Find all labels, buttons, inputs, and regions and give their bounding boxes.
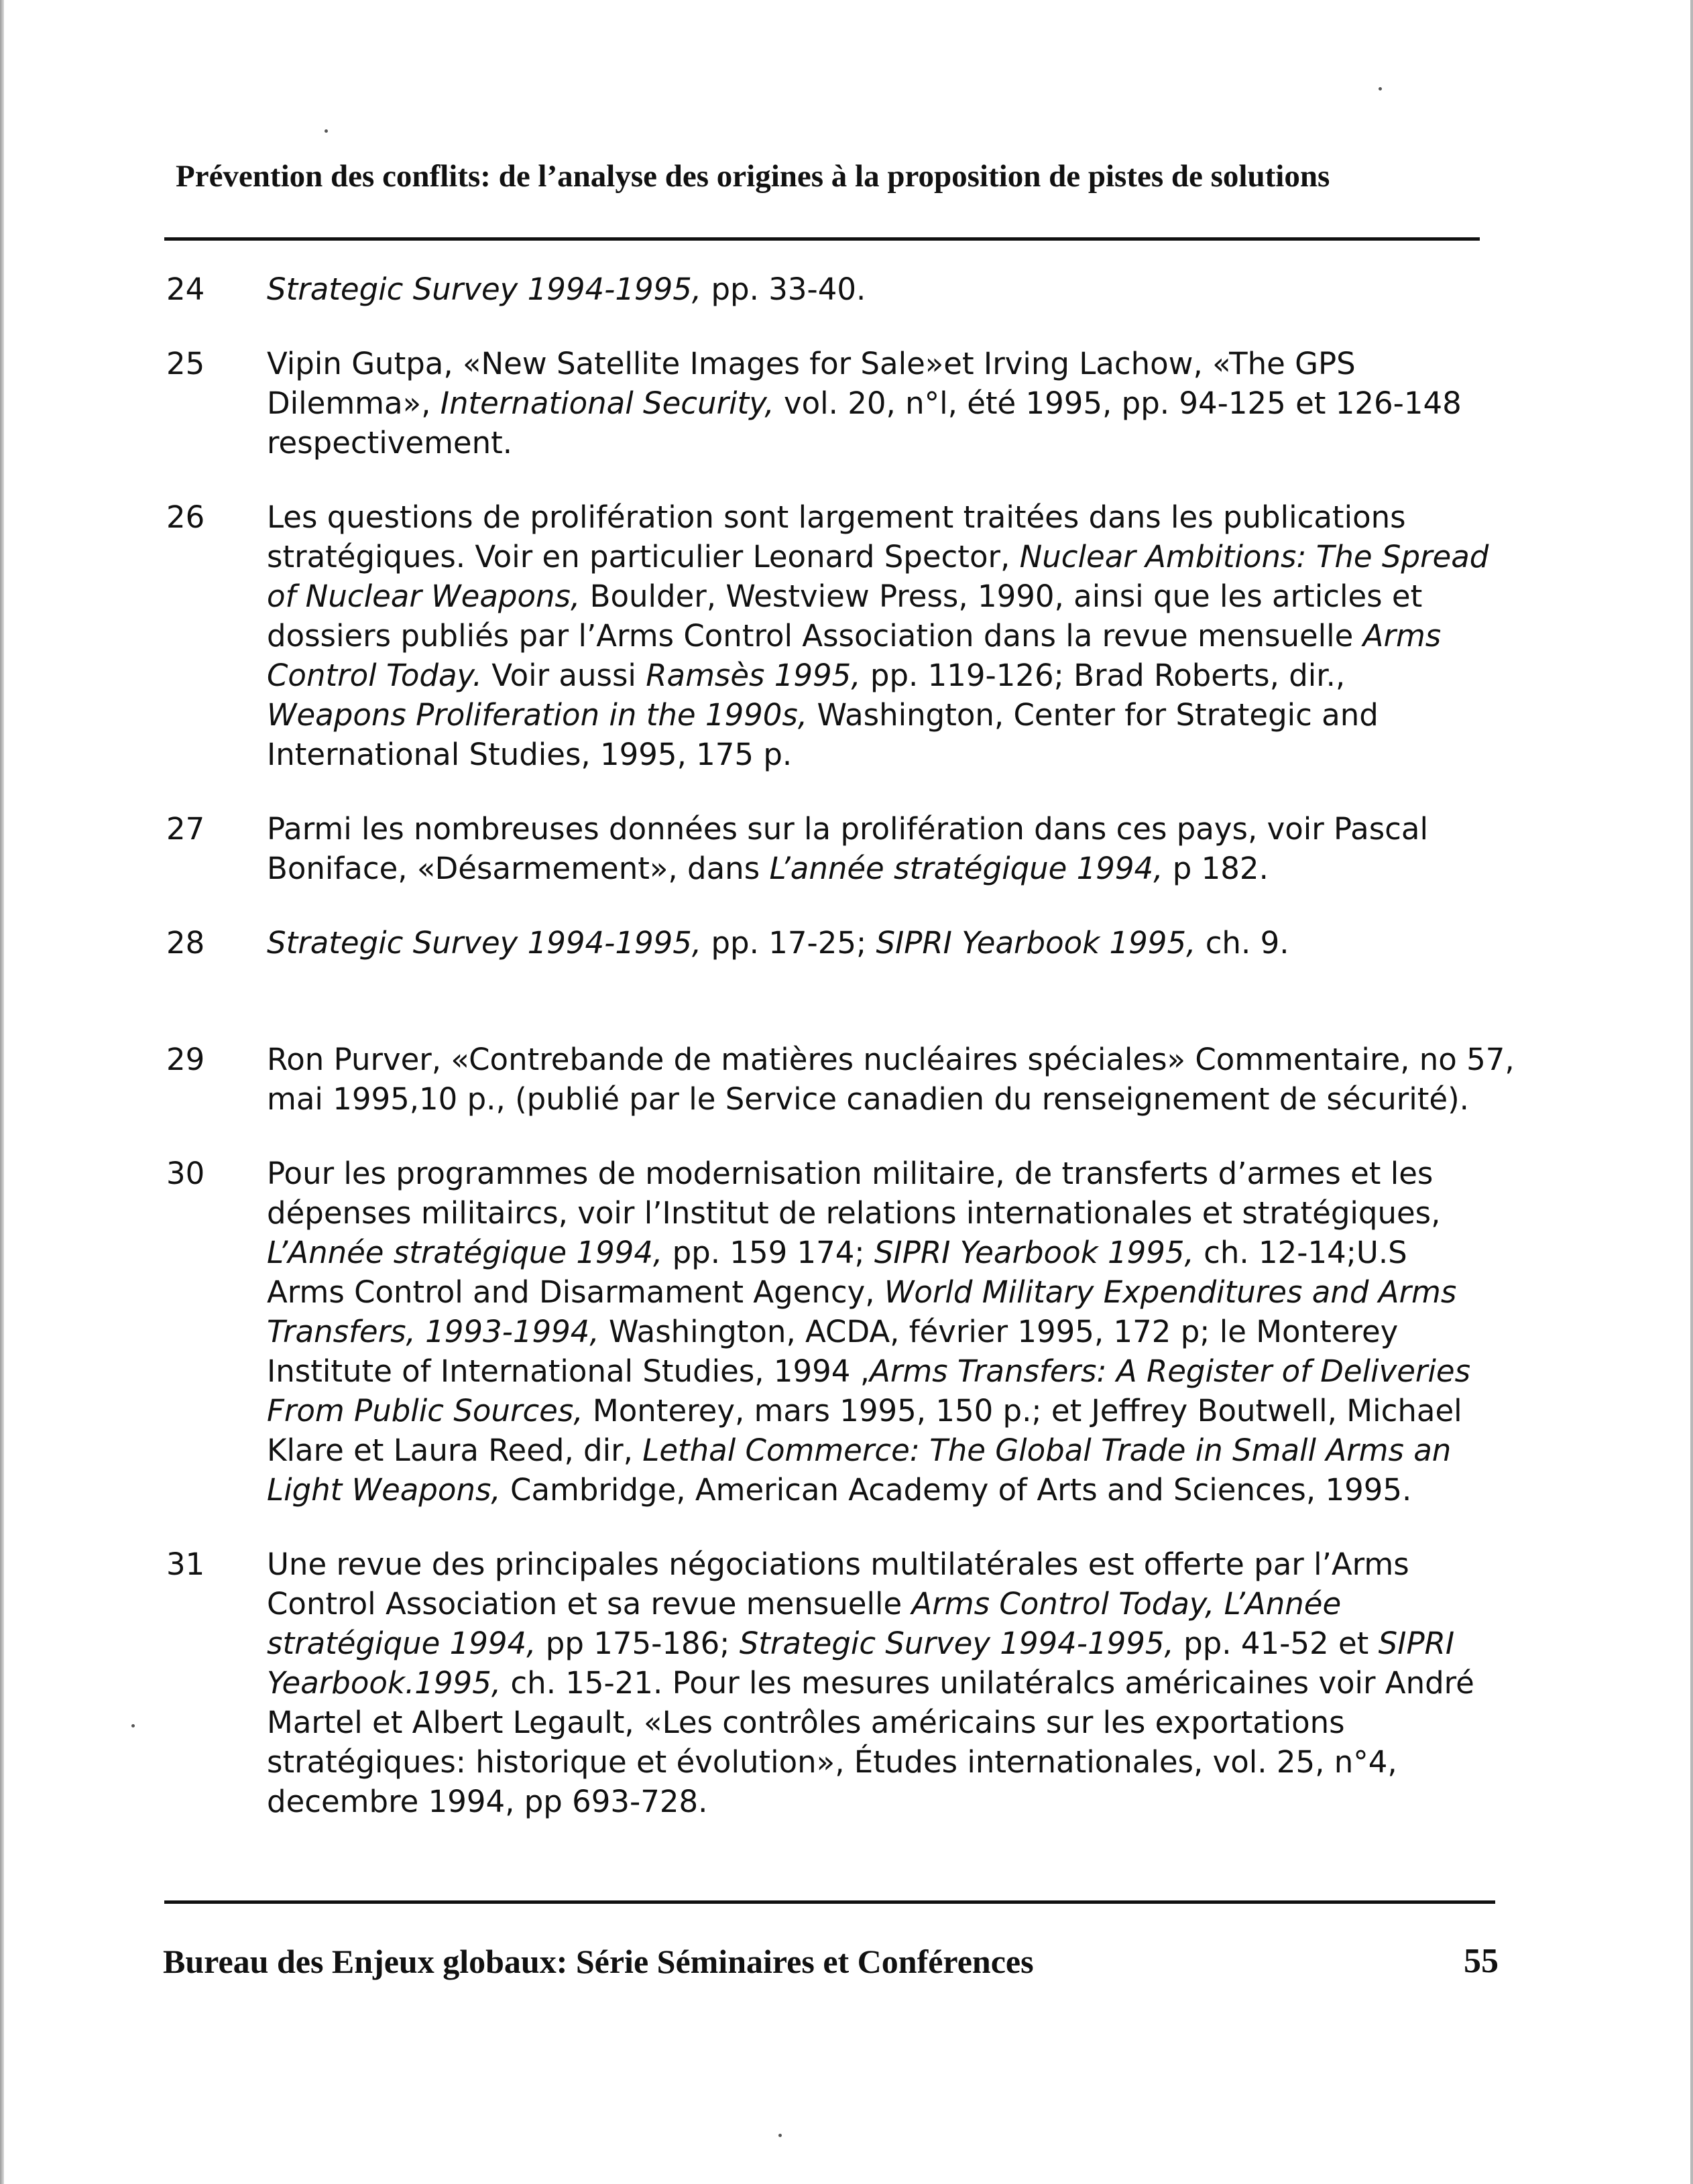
endnote-line xyxy=(267,1040,1515,1079)
italic-title-run: Nuclear Ambitions: The Spread xyxy=(1019,539,1489,574)
endnote-line xyxy=(267,735,1494,774)
text-run: Vipin Gutpa, «New Satellite Images for Sale»et Irving Lachow, «The GPS xyxy=(267,346,1356,381)
italic-title-run: of Nuclear Weapons, xyxy=(267,579,581,614)
text-run: Pour les programmes de modernisation militaire, de transferts d’armes et les xyxy=(267,1156,1434,1191)
page-number: 55 xyxy=(1464,1942,1499,1980)
italic-title-run: Weapons Proliferation in the 1990s, xyxy=(267,697,808,733)
text-run: mai 1995,10 p., (publié par le Service canadien du renseignement de sécurité). xyxy=(267,1081,1469,1117)
italic-title-run: Ramsès 1995, xyxy=(646,658,861,693)
page-left-edge xyxy=(0,0,4,2184)
running-header-title: Prévention des conflits: de l’analyse des origines à la proposition de pistes de solutions xyxy=(176,159,1330,194)
italic-title-run: stratégique 1994, xyxy=(267,1626,536,1661)
text-run: Washington, ACDA, février 1995, 172 p; le Monterey xyxy=(599,1314,1399,1349)
endnote-line xyxy=(267,1233,1494,1272)
text-run: pp. 159 174; xyxy=(662,1235,874,1270)
text-run: Martel et Albert Legault, «Les contrôles américains sur les exportations xyxy=(267,1705,1345,1740)
scan-speck xyxy=(1379,87,1382,90)
italic-title-run: Yearbook.1995, xyxy=(267,1665,502,1701)
endnote-31 xyxy=(166,1544,1494,1821)
endnote-line xyxy=(267,1193,1494,1233)
header-rule xyxy=(164,237,1480,241)
endnote-line xyxy=(267,537,1494,577)
endnote-30 xyxy=(166,1154,1494,1510)
endnote-line xyxy=(267,1470,1494,1510)
text-run: Arms Control and Disarmament Agency, xyxy=(267,1274,884,1310)
italic-title-run: Lethal Commerce: The Global Trade in Small Arms an xyxy=(642,1433,1452,1468)
italic-title-run: Transfers, 1993-1994, xyxy=(267,1314,599,1349)
text-run: ch. 15-21. Pour les mesures unilatéralcs américaines voir André xyxy=(501,1665,1474,1701)
endnote-line xyxy=(267,1351,1494,1391)
text-run: pp. 41-52 et xyxy=(1173,1626,1379,1661)
endnote-line xyxy=(267,383,1494,423)
endnote-line xyxy=(267,1312,1494,1351)
endnote-line xyxy=(267,809,1494,849)
text-run: pp. 119-126; Brad Roberts, dir., xyxy=(860,658,1346,693)
text-run: Voir aussi xyxy=(482,658,646,693)
endnote-line xyxy=(267,695,1494,735)
text-run: stratégiques: historique et évolution», Études internationales, vol. 25, n°4, xyxy=(267,1744,1397,1780)
endnote-line xyxy=(267,616,1494,656)
text-run: Ron Purver, «Contrebande de matières nucléaires spéciales» Commentaire, no 57, xyxy=(267,1042,1515,1077)
text-run: stratégiques. Voir en particulier Leonard Spector, xyxy=(267,539,1020,574)
endnote-line xyxy=(267,1703,1494,1742)
footer-series-title: Bureau des Enjeux globaux: Série Séminaires et Conférences xyxy=(163,1943,1034,1980)
italic-title-run: Arms Transfers: A Register of Deliveries xyxy=(870,1353,1471,1389)
text-run: Klare et Laura Reed, dir, xyxy=(267,1433,643,1468)
endnote-line xyxy=(267,1154,1494,1193)
endnote-27 xyxy=(166,809,1494,888)
endnote-number: 30 xyxy=(166,1156,205,1191)
page-right-edge xyxy=(1690,0,1693,2184)
endnote-line xyxy=(267,269,1494,309)
italic-title-run: SIPRI Yearbook 1995, xyxy=(876,925,1196,961)
endnote-25 xyxy=(166,344,1494,463)
endnotes-list xyxy=(166,269,1515,1821)
endnote-text xyxy=(267,269,1494,309)
text-run: pp. 17-25; xyxy=(701,925,876,961)
text-run: Boulder, Westview Press, 1990, ainsi que les articles et xyxy=(580,579,1423,614)
text-run: ch. 9. xyxy=(1195,925,1289,961)
scan-speck xyxy=(778,2134,782,2137)
italic-title-run: Arms xyxy=(1362,618,1442,654)
italic-title-run: International Security, xyxy=(440,385,774,421)
italic-title-run: Strategic Survey 1994-1995, xyxy=(267,271,702,307)
italic-title-run: SIPRI Yearbook 1995, xyxy=(874,1235,1194,1270)
endnote-line xyxy=(267,344,1494,383)
endnote-number: 31 xyxy=(166,1546,205,1582)
italic-title-run: Control Today. xyxy=(267,658,482,693)
endnote-line xyxy=(267,1584,1494,1624)
endnote-line xyxy=(267,423,1494,463)
text-run: Dilemma», xyxy=(267,385,441,421)
scan-speck xyxy=(325,129,328,133)
endnote-line xyxy=(267,1663,1494,1703)
endnote-line xyxy=(267,577,1494,616)
text-run: respectivement. xyxy=(267,425,513,461)
text-run: ch. 12-14;U.S xyxy=(1193,1235,1407,1270)
text-run: dépenses militaircs, voir l’Institut de relations internationales et stratégiques, xyxy=(267,1195,1441,1231)
italic-title-run: L’Année stratégique 1994, xyxy=(267,1235,663,1270)
endnote-line xyxy=(267,1391,1494,1431)
endnote-text xyxy=(267,344,1494,463)
endnote-text xyxy=(267,923,1494,963)
text-run: Boniface, «Désarmement», dans xyxy=(267,851,770,886)
endnote-line xyxy=(267,1431,1494,1470)
italic-title-run: SIPRI xyxy=(1378,1626,1455,1661)
endnote-text xyxy=(267,809,1494,888)
italic-title-run: Strategic Survey 1994-1995, xyxy=(267,925,702,961)
endnote-text xyxy=(267,1544,1494,1821)
endnote-line xyxy=(267,497,1494,537)
text-run: pp 175-186; xyxy=(536,1626,740,1661)
endnote-line xyxy=(267,923,1494,963)
endnote-line xyxy=(267,1742,1494,1782)
endnote-number: 27 xyxy=(166,811,205,847)
endnote-29 xyxy=(166,1040,1515,1119)
italic-title-run: Strategic Survey 1994-1995, xyxy=(739,1626,1174,1661)
text-run: pp. 33-40. xyxy=(701,271,866,307)
text-run: Parmi les nombreuses données sur la prolifération dans ces pays, voir Pascal xyxy=(267,811,1428,847)
endnote-line xyxy=(267,849,1494,888)
italic-title-run: Light Weapons, xyxy=(267,1472,501,1508)
endnote-26 xyxy=(166,497,1494,774)
text-run: p 182. xyxy=(1163,851,1269,886)
footer-rule xyxy=(164,1900,1495,1904)
endnote-line xyxy=(267,1782,1494,1821)
endnote-line xyxy=(267,1272,1494,1312)
endnote-number: 26 xyxy=(166,499,205,535)
endnote-line xyxy=(267,656,1494,695)
text-run: Monterey, mars 1995, 150 p.; et Jeffrey Boutwell, Michael xyxy=(583,1393,1462,1429)
endnote-number: 29 xyxy=(166,1042,205,1077)
text-run: Washington, Center for Strategic and xyxy=(807,697,1379,733)
italic-title-run: L’année stratégique 1994, xyxy=(769,851,1163,886)
italic-title-run: From Public Sources, xyxy=(267,1393,583,1429)
text-run: Institute of International Studies, 1994 , xyxy=(267,1353,870,1389)
scan-speck xyxy=(131,1724,135,1727)
endnote-line xyxy=(267,1624,1494,1663)
endnote-24 xyxy=(166,269,1494,309)
endnote-text xyxy=(267,1154,1494,1510)
endnote-text xyxy=(267,1040,1515,1119)
endnote-number: 28 xyxy=(166,925,205,961)
endnote-line xyxy=(267,1544,1494,1584)
text-run: Cambridge, American Academy of Arts and Sciences, 1995. xyxy=(500,1472,1412,1508)
text-run: vol. 20, n°l, été 1995, pp. 94-125 et 126-148 xyxy=(774,385,1462,421)
text-run: decembre 1994, pp 693-728. xyxy=(267,1784,708,1819)
endnote-number: 25 xyxy=(166,346,205,381)
italic-title-run: World Military Expenditures and Arms xyxy=(884,1274,1457,1310)
text-run: Une revue des principales négociations multilatérales est offerte par l’Arms xyxy=(267,1546,1409,1582)
endnote-number: 24 xyxy=(166,271,205,307)
endnote-line xyxy=(267,1079,1515,1119)
text-run: International Studies, 1995, 175 p. xyxy=(267,737,793,772)
endnote-text xyxy=(267,497,1494,774)
endnote-28 xyxy=(166,923,1494,963)
text-run: dossiers publiés par l’Arms Control Association dans la revue mensuelle xyxy=(267,618,1363,654)
text-run: Les questions de prolifération sont largement traitées dans les publications xyxy=(267,499,1406,535)
italic-title-run: Arms Control Today, L’Année xyxy=(911,1586,1342,1622)
text-run: Control Association et sa revue mensuelle xyxy=(267,1586,912,1622)
